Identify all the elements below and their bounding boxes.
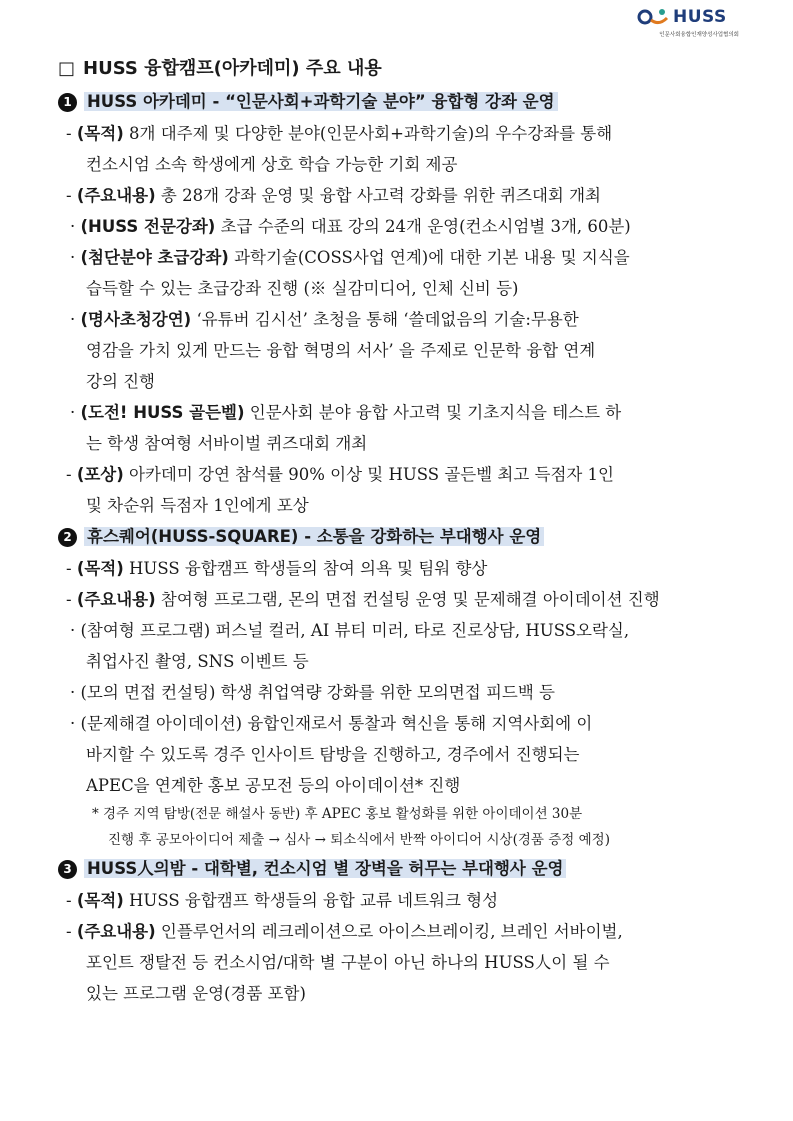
section-number: 3: [58, 860, 77, 879]
s3-content: - (주요내용) 인플루언서의 레크레이션으로 아이스브레이킹, 브레인 서바이벌,: [66, 922, 623, 941]
section-3-heading: [58, 853, 738, 885]
label: (주요내용): [76, 186, 156, 205]
label: (목적): [76, 124, 124, 143]
s2-mock: · (모의 면접 컨설팅) 학생 취업역량 강화를 위한 모의면접 피드백 등: [70, 683, 555, 702]
s1-expert: · (HUSS 전문강좌) 초급 수준의 대표 강의 24개 운영(컨소시엄별 3개, 60분): [70, 217, 631, 236]
text: ‘유튜버 김시선’ 초청을 통해 ‘쓸데없음의 기술:무용한: [196, 310, 579, 329]
s1-guest: · (명사초청강연) ‘유튜버 김시선’ 초청을 통해 ‘쓸데없음의 기술:무용한: [70, 310, 579, 329]
text: 포인트 쟁탈전 등 컨소시엄/대학 별 구분이 아닌 하나의 HUSS人이 될 수: [86, 953, 610, 972]
section-number: 2: [58, 528, 77, 547]
section-1-heading: [58, 86, 738, 118]
text: 습득할 수 있는 초급강좌 진행 (※ 실감미디어, 인체 신비 등): [86, 279, 519, 298]
huss-logo-icon: [635, 6, 671, 28]
label: (HUSS 전문강좌): [80, 217, 216, 236]
text: (모의 면접 컨설팅) 학생 취업역량 강화를 위한 모의면접 피드백 등: [80, 683, 555, 702]
label: (명사초청강연): [80, 310, 192, 329]
section-2-heading: [58, 521, 738, 553]
s3-purpose: - (목적) HUSS 융합캠프 학생들의 융합 교류 네트워크 형성: [66, 891, 499, 910]
text: 강의 진행: [86, 372, 156, 391]
s2-purpose: - (목적) HUSS 융합캠프 학생들의 참여 의욕 및 팀워 향상: [66, 559, 488, 578]
title-text: HUSS 융합캠프(아카데미) 주요 내용: [83, 58, 382, 79]
s1-advanced: · (첨단분야 초급강좌) 과학기술(COSS사업 연계)에 대한 기본 내용 및 지식을: [70, 248, 630, 267]
label: (목적): [76, 559, 124, 578]
s2-ideation-cont2: [58, 770, 738, 801]
text: 영감을 가치 있게 만드는 융합 혁명의 서사’ 을 주제로 인문학 융합 연계: [86, 341, 596, 360]
text: 인문사회 분야 융합 사고력 및 기초지식을 테스트 하: [249, 403, 622, 422]
s1-quiz-cont: [58, 428, 738, 459]
label: (주요내용): [76, 590, 156, 609]
logo-subtitle: 인문사회융합인재양성사업협의회: [659, 32, 739, 38]
text: 및 차순위 득점자 1인에게 포상: [86, 496, 309, 515]
label: (포상): [76, 465, 124, 484]
s2-ideation-cont: [58, 739, 738, 770]
text: 컨소시엄 소속 학생에게 상호 학습 가능한 기회 제공: [86, 155, 458, 174]
huss-logo: [635, 4, 739, 42]
text: * 경주 지역 탐방(전문 해설사 동반) 후 APEC 홍보 활성화를 위한 아이데이션 30분: [92, 806, 583, 822]
s1-award-cont: [58, 490, 738, 521]
text: 있는 프로그램 운영(경품 포함): [86, 984, 306, 1003]
text: 아카데미 강연 참석률 90% 이상 및 HUSS 골든벨 최고 득점자 1인: [129, 465, 614, 484]
text: (참여형 프로그램) 퍼스널 컬러, AI 뷰티 미러, 타로 진로상담, HUSS오락실,: [80, 621, 630, 640]
s2-content: - (주요내용) 참여형 프로그램, 몬의 면접 컨설팅 운영 및 문제해결 아이데이션 진행: [66, 590, 660, 609]
s2-ideation: · (문제해결 아이데이션) 융합인재로서 통찰과 혁신을 통해 지역사회에 이: [70, 714, 593, 733]
text: 인플루언서의 레크레이션으로 아이스브레이킹, 브레인 서바이벌,: [160, 922, 623, 941]
text: 취업사진 촬영, SNS 이벤트 등: [86, 652, 309, 671]
document-body: [58, 52, 738, 1009]
text: 진행 후 공모아이디어 제출 → 심사 → 퇴소식에서 반짝 아이디어 시상(경품 증정 예정): [108, 832, 610, 848]
section-title: HUSS人의밤 - 대학별, 컨소시엄 별 장벽을 허무는 부대행사 운영: [84, 859, 566, 878]
s1-guest-cont: [58, 335, 738, 366]
label: (목적): [76, 891, 124, 910]
text: HUSS 융합캠프 학생들의 융합 교류 네트워크 형성: [129, 891, 499, 910]
s1-award: - (포상) 아카데미 강연 참석률 90% 이상 및 HUSS 골든벨 최고 득점자 1인: [66, 465, 614, 484]
section-number: 1: [58, 93, 77, 112]
s2-program: · (참여형 프로그램) 퍼스널 컬러, AI 뷰티 미러, 타로 진로상담, HUSS오락실,: [70, 621, 630, 640]
text: 8개 대주제 및 다양한 분야(인문사회+과학기술)의 우수강좌를 통해: [129, 124, 613, 143]
s2-program-cont: [58, 646, 738, 677]
text: HUSS 융합캠프 학생들의 참여 의욕 및 팀워 향상: [129, 559, 488, 578]
s1-advanced-cont: [58, 273, 738, 304]
checkbox-glyph: □: [58, 58, 76, 79]
text: 는 학생 참여형 서바이벌 퀴즈대회 개최: [86, 434, 368, 453]
text: APEC을 연계한 홍보 공모전 등의 아이데이션* 진행: [86, 776, 461, 795]
text: 총 28개 강좌 운영 및 융합 사고력 강화를 위한 퀴즈대회 개최: [160, 186, 601, 205]
s1-purpose-cont: [58, 149, 738, 180]
label: (첨단분야 초급강좌): [80, 248, 229, 267]
label: (주요내용): [76, 922, 156, 941]
text: 바지할 수 있도록 경주 인사이트 탐방을 진행하고, 경주에서 진행되는: [86, 745, 580, 764]
s1-purpose: - (목적) 8개 대주제 및 다양한 분야(인문사회+과학기술)의 우수강좌를 통해: [66, 124, 613, 143]
s3-content-cont2: [58, 978, 738, 1009]
text: 초급 수준의 대표 강의 24개 운영(컨소시엄별 3개, 60분): [220, 217, 631, 236]
s2-note: [58, 801, 738, 827]
s2-note-cont: [58, 827, 738, 853]
logo-text: HUSS: [673, 7, 727, 27]
s1-guest-cont2: [58, 366, 738, 397]
label: (도전! HUSS 골든벨): [80, 403, 245, 422]
s3-content-cont: [58, 947, 738, 978]
text: (문제해결 아이데이션) 융합인재로서 통찰과 혁신을 통해 지역사회에 이: [80, 714, 593, 733]
section-title: HUSS 아카데미 - “인문사회+과학기술 분야” 융합형 강좌 운영: [84, 92, 558, 111]
s1-quiz: · (도전! HUSS 골든벨) 인문사회 분야 융합 사고력 및 기초지식을 테스트 하: [70, 403, 622, 422]
section-title: 휴스퀘어(HUSS-SQUARE) - 소통을 강화하는 부대행사 운영: [84, 527, 544, 546]
page-title: [58, 52, 738, 86]
s1-content: - (주요내용) 총 28개 강좌 운영 및 융합 사고력 강화를 위한 퀴즈대회 개최: [66, 186, 601, 205]
text: 과학기술(COSS사업 연계)에 대한 기본 내용 및 지식을: [234, 248, 630, 267]
text: 참여형 프로그램, 몬의 면접 컨설팅 운영 및 문제해결 아이데이션 진행: [160, 590, 660, 609]
